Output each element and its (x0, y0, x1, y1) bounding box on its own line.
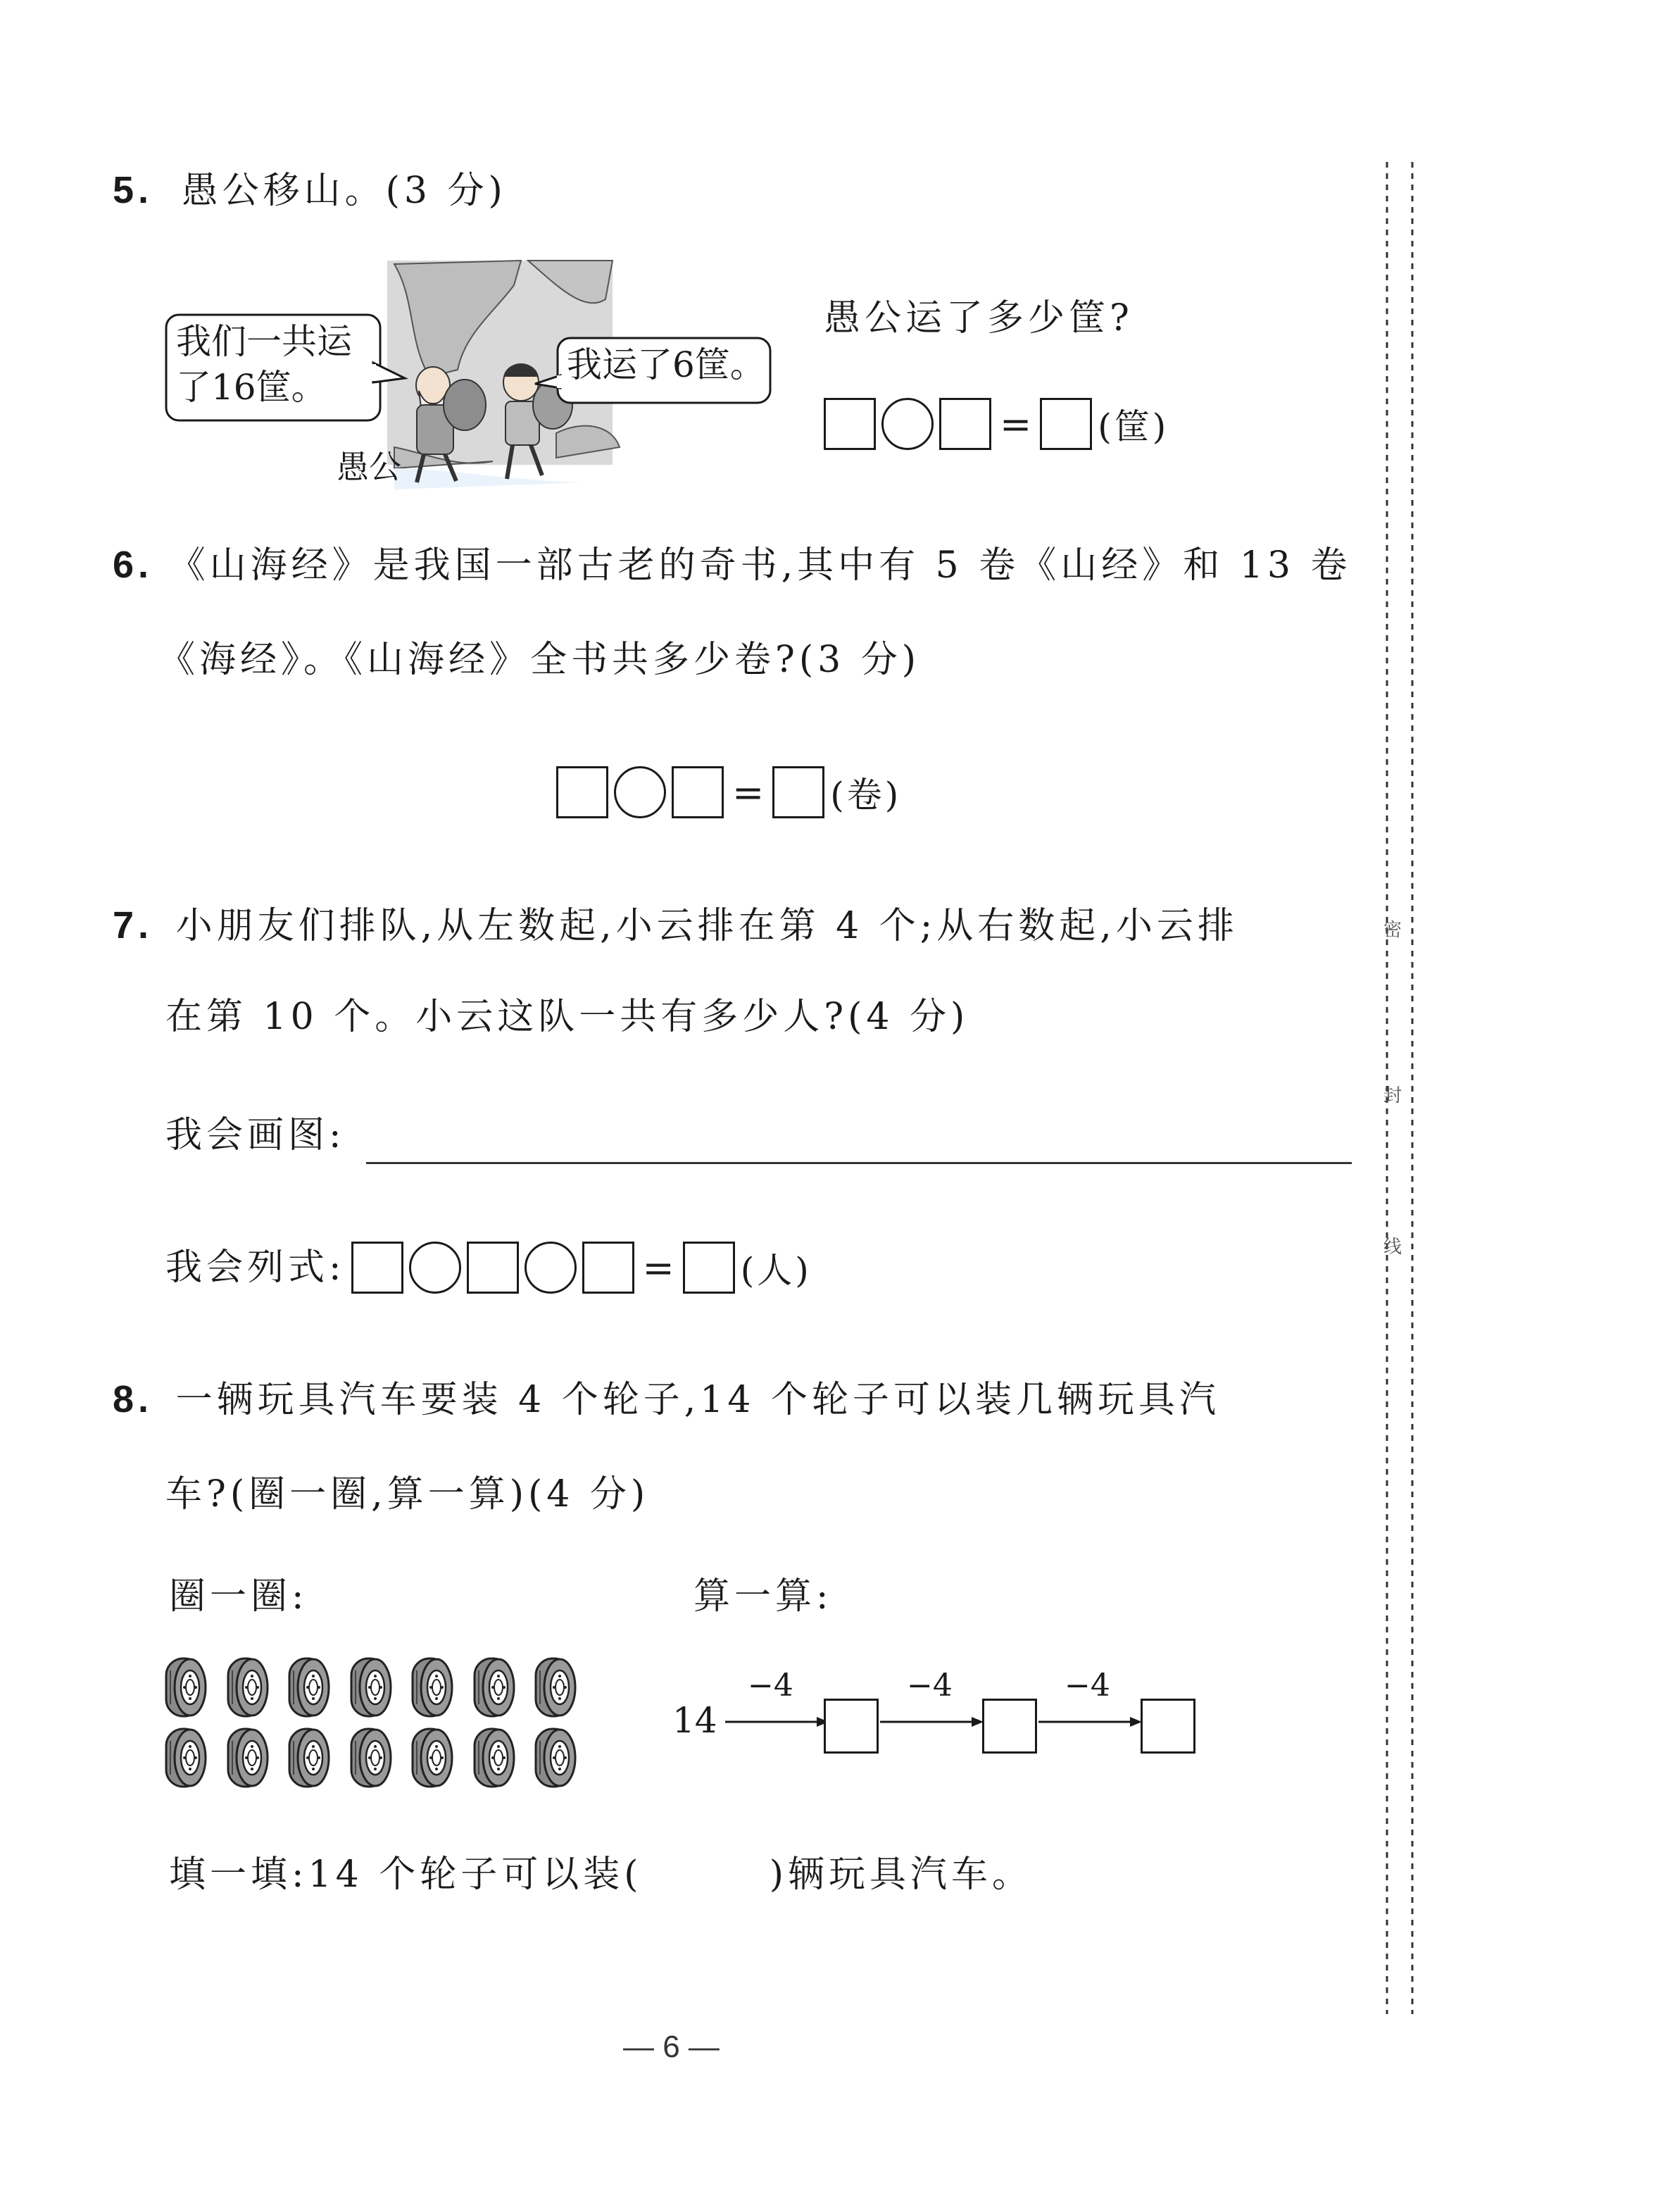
q7-operator-circle-2[interactable] (525, 1242, 577, 1294)
wheel-icon[interactable] (410, 1656, 455, 1718)
q7-formula-label: 我会列式: (165, 1246, 346, 1289)
q5-question: 愚公运了多少筐? (824, 297, 1134, 339)
q8-text-line2: 车?(圈一圈,算一算)(4 分) (165, 1473, 650, 1516)
q8-number: 8. (113, 1378, 153, 1420)
q5-figure-label: 愚公 (337, 448, 401, 486)
q6-result-box[interactable] (772, 766, 824, 818)
q5-number: 5. (113, 169, 153, 211)
q6-formula (556, 766, 901, 818)
wheel-icon[interactable] (163, 1656, 208, 1718)
wheel-icon[interactable] (533, 1727, 578, 1789)
wheel-icon[interactable] (533, 1656, 578, 1718)
binding-char-3: 线 (1383, 1237, 1402, 1258)
q6-equals-sign: = (732, 770, 765, 815)
q8-step-label-1: −4 (748, 1668, 793, 1704)
q8-step-label-2: −4 (907, 1668, 953, 1704)
wheel-icon[interactable] (163, 1727, 208, 1789)
binding-char-2: 封 (1383, 1085, 1402, 1106)
q7-result-box[interactable] (683, 1242, 735, 1294)
wheel-icon[interactable] (472, 1727, 517, 1789)
q5-bubble-right: 我运了6筐。 (567, 344, 765, 385)
q7-answer-box-3[interactable] (582, 1242, 634, 1294)
q8-chain-box-1[interactable] (824, 1699, 879, 1754)
q8-step-label-3: −4 (1065, 1668, 1110, 1704)
q5-bubble-left-line1: 我们一共运 (176, 321, 352, 362)
q5-formula (824, 398, 1169, 450)
wheel-icon[interactable] (287, 1656, 332, 1718)
q6-text-line2: 《海经》。《山海经》全书共多少卷?(3 分) (158, 639, 921, 681)
q8-circle-label: 圈一圈: (169, 1575, 308, 1618)
q7-answer-box-2[interactable] (467, 1242, 519, 1294)
q7-formula (165, 1242, 812, 1294)
q6-unit: (卷) (830, 775, 902, 816)
q5-bubble-left-line2: 了16筐。 (176, 367, 327, 408)
wheel-icon[interactable] (225, 1656, 270, 1718)
q5-answer-box-1[interactable] (824, 398, 876, 450)
q5-equals-sign: = (1000, 401, 1032, 446)
q6-text-line1: 《山海经》是我国一部古老的奇书,其中有 5 卷《山经》和 13 卷 (168, 544, 1352, 587)
q8-start-value: 14 (672, 1700, 717, 1741)
q7-draw-label: 我会画图: (165, 1114, 346, 1156)
q5-unit: (筐) (1098, 406, 1169, 447)
q6-answer-box-1[interactable] (556, 766, 608, 818)
q5-heading (113, 168, 507, 213)
q7-answer-box-1[interactable] (351, 1242, 403, 1294)
q8-chain-box-2[interactable] (982, 1699, 1037, 1754)
q5-result-box[interactable] (1040, 398, 1092, 450)
q8-chain-box-3[interactable] (1141, 1699, 1195, 1754)
wheel-icon[interactable] (287, 1727, 332, 1789)
wheel-icon[interactable] (349, 1656, 394, 1718)
q7-text-line2: 在第 10 个。小云这队一共有多少人?(4 分) (165, 996, 969, 1038)
binding-char-1: 密 (1383, 920, 1402, 941)
wheel-icon[interactable] (225, 1727, 270, 1789)
q7-number: 7. (113, 904, 153, 946)
q5-answer-box-2[interactable] (939, 398, 991, 450)
q6-answer-box-2[interactable] (672, 766, 724, 818)
page-number: — 6 — (623, 2030, 720, 2064)
q7-operator-circle-1[interactable] (409, 1242, 461, 1294)
q5-text: 愚公移山。(3 分) (181, 170, 507, 212)
wheel-icon[interactable] (472, 1656, 517, 1718)
q8-calc-label: 算一算: (693, 1575, 833, 1618)
wheel-icon[interactable] (349, 1727, 394, 1789)
q8-line1 (113, 1377, 1220, 1423)
q8-text-line1: 一辆玩具汽车要装 4 个轮子,14 个轮子可以装几辆玩具汽 (175, 1379, 1220, 1421)
q7-unit: (人) (740, 1250, 812, 1291)
q7-draw-line[interactable] (366, 1162, 1352, 1164)
q6-number: 6. (113, 544, 153, 586)
q7-line1 (113, 903, 1238, 949)
q6-line1 (113, 542, 1351, 588)
q8-fill-sentence: 填一填:14 个轮子可以装( )辆玩具汽车。 (169, 1854, 1034, 1896)
q7-equals-sign: = (642, 1245, 674, 1290)
wheel-icon[interactable] (410, 1727, 455, 1789)
q5-operator-circle[interactable] (881, 398, 934, 450)
q6-operator-circle[interactable] (614, 766, 666, 818)
q8-wheel-grid (163, 1656, 586, 1797)
q7-text-line1: 小朋友们排队,从左数起,小云排在第 4 个;从右数起,小云排 (175, 905, 1238, 947)
